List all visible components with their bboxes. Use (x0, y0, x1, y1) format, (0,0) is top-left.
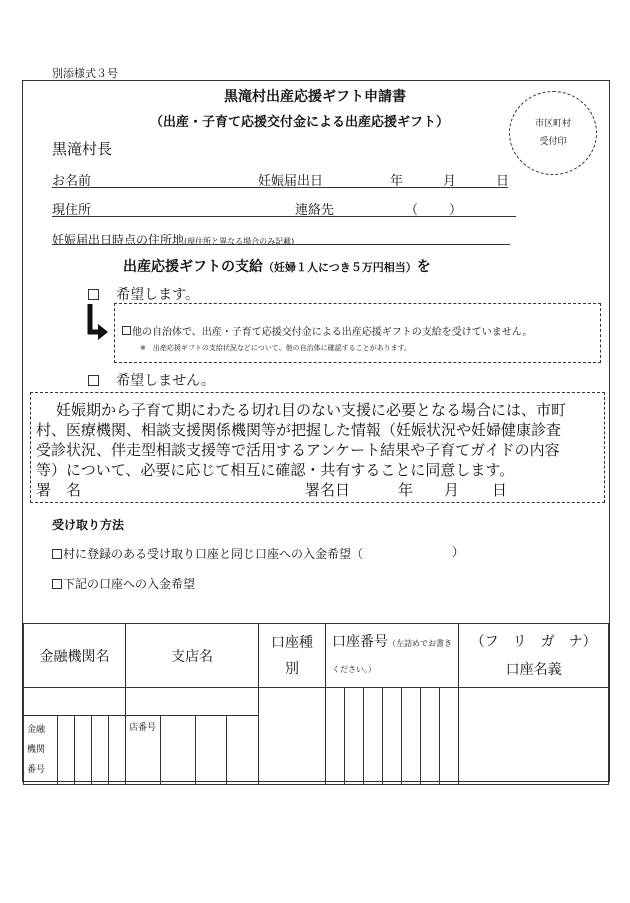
receipt-option1-close: ） (452, 545, 465, 559)
account-digit-3[interactable] (364, 688, 383, 785)
institution-code-2: 機関 (27, 745, 46, 755)
account-digit-6[interactable] (421, 688, 440, 785)
gift-heading (123, 256, 431, 276)
account-holder-input[interactable] (459, 688, 609, 785)
name-label: お名前 (52, 174, 92, 189)
option-no-label: 希望しません。 (116, 373, 215, 389)
option-no[interactable] (88, 370, 215, 390)
addressee: 黒滝村長 (52, 140, 113, 158)
signature-label: 署 名 (36, 481, 82, 499)
consent-line3: 受診状況、伴走型相談支援等で活用するアンケート結果や子育てガイドの内容 (36, 441, 560, 459)
stamp-line1: 市区町村 (534, 119, 571, 129)
option-no-checkbox[interactable] (88, 375, 99, 386)
account-digit-1[interactable] (326, 688, 345, 785)
institution-code-digit-4[interactable] (109, 716, 126, 785)
account-type-line1: 口座種 (271, 634, 314, 651)
pregnancy-address-underline (52, 244, 510, 245)
gift-heading-suffix: を (416, 259, 431, 275)
address-label: 現住所 (52, 203, 92, 218)
form-title: 黒滝村出産応援ギフト申請書 (224, 89, 406, 105)
option-yes-checkbox[interactable] (88, 289, 99, 300)
contact-label: 連絡先 (295, 203, 335, 218)
account-holder-label: 口座名義 (505, 661, 562, 678)
receipt-option1[interactable] (52, 543, 363, 562)
header-institution-name: 金融機関名 (24, 624, 126, 688)
pregnancy-address-note: (現住所と異なる場合のみ記載) (184, 237, 295, 246)
gift-heading-note: （妊婦１人につき５万円相当） (263, 261, 417, 274)
reception-stamp (509, 91, 597, 175)
consent-line4: 等）について、必要に応じて相互に確認・共有することに同意します。 (36, 461, 515, 479)
branch-code-digit-3[interactable] (227, 716, 259, 785)
institution-code-digit-3[interactable] (92, 716, 109, 785)
branch-code-label: 店番号 (126, 716, 161, 785)
account-type-input[interactable] (259, 688, 326, 785)
address-underline (52, 216, 516, 217)
sign-year: 年 (398, 481, 414, 499)
name-underline (52, 187, 508, 188)
account-digit-4[interactable] (383, 688, 402, 785)
sign-month: 月 (444, 481, 460, 499)
header-branch-name: 支店名 (126, 624, 259, 688)
bank-account-table (23, 623, 609, 785)
account-number-note: （左詰めでお書きください。） (332, 638, 453, 674)
pregnancy-address-row (52, 229, 294, 248)
receipt-option2-checkbox[interactable] (52, 579, 62, 589)
furigana-label: （フ リ ガ ナ） (470, 633, 597, 650)
pregnancy-day: 日 (496, 174, 510, 189)
branch-code-digit-2[interactable] (196, 716, 227, 785)
header-account-type (259, 624, 326, 688)
institution-code-3: 番号 (27, 765, 46, 775)
contact-paren-open: （ (405, 203, 419, 218)
other-municipality-checkbox[interactable] (122, 326, 131, 335)
sign-date-label: 署名日 (305, 481, 351, 499)
branch-name-input[interactable] (126, 688, 259, 716)
receipt-heading: 受け取り方法 (52, 518, 125, 532)
institution-code-digit-1[interactable] (58, 716, 75, 785)
turn-arrow-icon (84, 302, 110, 342)
account-digit-7[interactable] (440, 688, 459, 785)
receipt-option2-label: 下記の口座への入金希望 (63, 577, 196, 591)
consent-line1: 妊娠期から子育て期にわたる切れ目のない支援に必要となる場合には、市町 (56, 401, 567, 419)
account-digit-2[interactable] (345, 688, 364, 785)
institution-name-input[interactable] (24, 688, 126, 716)
receipt-option1-label: 村に登録のある受け取り口座と同じ口座への入金希望（ (63, 547, 364, 561)
account-digit-5[interactable] (402, 688, 421, 785)
branch-code-digit-1[interactable] (161, 716, 196, 785)
receipt-option1-checkbox[interactable] (52, 549, 62, 559)
pregnancy-date-label: 妊娠届出日 (258, 174, 324, 189)
account-type-line2: 別 (285, 660, 300, 677)
other-municipality-text: 他の自治体で、出産・子育て応援交付金による出産応援ギフトの支給を受けていません。 (132, 327, 533, 338)
pregnancy-month: 月 (443, 174, 457, 189)
header-account-number (326, 624, 459, 688)
option-yes[interactable] (88, 284, 199, 304)
appendix-label: 別添様式３号 (52, 67, 118, 80)
form-subtitle: （出産・子育て応援交付金による出産応援ギフト） (150, 115, 450, 130)
pregnancy-address-label: 妊娠届出日時点の住所地 (52, 233, 185, 247)
other-municipality-row[interactable] (122, 320, 532, 339)
receipt-option2[interactable] (52, 573, 195, 592)
institution-code-1: 金融 (27, 725, 46, 735)
option-yes-label: 希望します。 (116, 287, 199, 303)
sign-day: 日 (492, 481, 508, 499)
institution-code-label (24, 716, 58, 785)
header-account-holder (459, 624, 609, 688)
consent-line2: 村、医療機関、相談支援関係機関等が把握した情報（妊娠状況や妊婦健康診査 (36, 421, 562, 439)
institution-code-digit-2[interactable] (75, 716, 92, 785)
stamp-line2: 受付印 (539, 137, 567, 147)
contact-paren-close: ） (449, 203, 463, 218)
confirm-note: ※ 出産応援ギフトの支給状況などについて、他の自治体に確認することがあります。 (140, 344, 412, 352)
gift-heading-text: 出産応援ギフトの支給 (123, 259, 263, 275)
pregnancy-year: 年 (390, 174, 404, 189)
account-number-label: 口座番号 (332, 633, 389, 650)
